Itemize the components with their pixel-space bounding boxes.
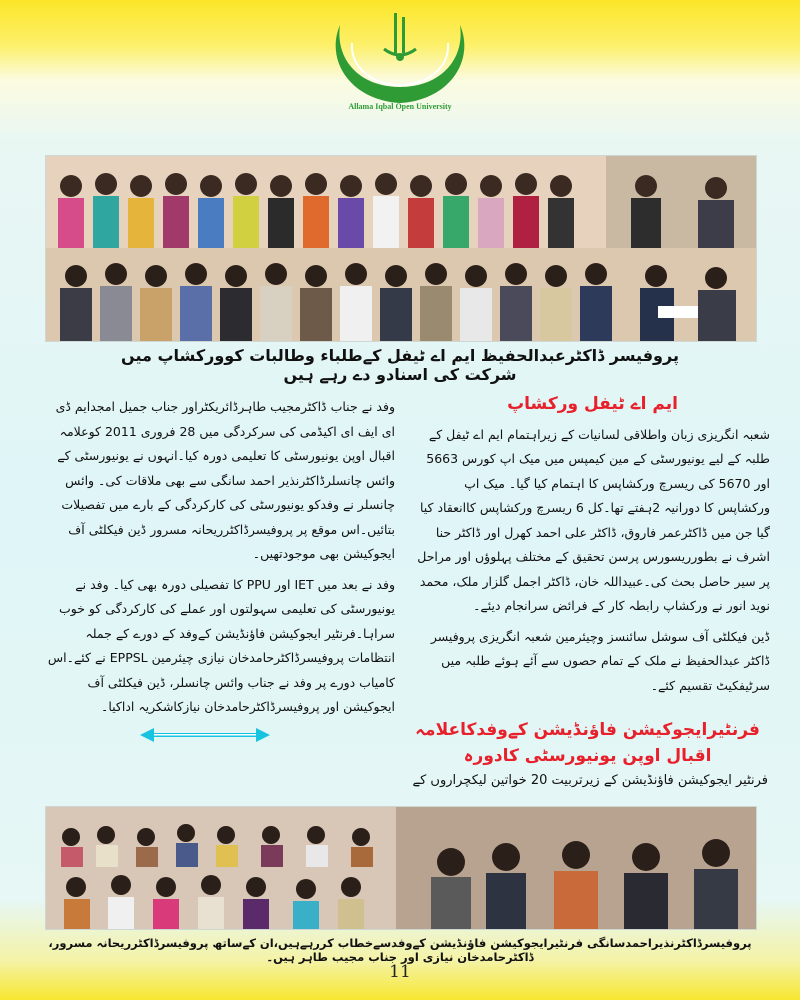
university-logo	[320, 5, 480, 115]
bottom-photo-caption: پروفیسرڈاکٹرنذیراحمدسانگی فرنٹیرایجوکیشن فاؤنڈیشن کےوفدسےخطاب کررہےہیں،ان کےساتھ پروفیسرڈاکٹرریحانہ مسرور، ڈاکٹرحامدخان نیازی اور جناب مجیب طاہر ہیں۔	[48, 936, 752, 964]
logo-text: Allama Iqbal Open University	[348, 102, 452, 111]
left-column	[45, 395, 395, 726]
page-number: 11	[389, 962, 411, 982]
right-column	[415, 392, 770, 704]
delegation-heading: فرنٹیرایجوکیشن فاؤنڈیشن کےوفدکاعلامہ اقبال اوپن یونیورسٹی کادورہ	[415, 720, 760, 766]
top-photo-collage	[45, 155, 757, 342]
workshop-paragraph-1: شعبہ انگریزی زبان واطلاقی لسانیات کے زیراہتمام ایم اے ٹیفل کے طلبہ کے لیے یونیورسٹی کے مین کیمپس میں میک اپ کورس 5663 اور 5670 کی ریسرچ ورکشاپس کا اہتمام کیا گیا۔ میک اپ ورکشاپس کا دورانیہ 2ہفتے تھا۔کل 6 ریسرچ ورکشاپس کاانعقاد کیا گیا جن میں ڈاکٹرعمر فاروق، ڈاکٹر علی احمد کھرل اور ڈاکٹر حنا اشرف نے بطورریسورس پرسن تحقیق کے مختلف پہلوؤں اور مراحل پر سیر حاصل بحث کی۔عبیداللہ خان، ڈاکٹر اجمل گلزار ملک، محمد نوید انور نے ورکشاپ رابطہ کار کے فرائض سرانجام دیئے۔	[417, 426, 770, 613]
visit-paragraph-2: وفد نے بعد میں IET اور PPU کا تفصیلی دورہ بھی کیا۔ وفد نے یونیورسٹی کی تعلیمی سہولتوں اور عملے کی کارکردگی کو خوب سراہا۔فرنٹیر ایجوکیشن فاؤنڈیشن کےوفد کے دورے کے جملہ انتظامات پروفیسرڈاکٹرحامدخان نیازی چیئرمین EPPSL نے کئے۔اس کامیاب دورے پر وفد نے جناب وائس چانسلر، ڈین فیکلٹی آف ایجوکیشن اور پروفیسرڈاکٹرحامدخان نیازکاشکریہ اداکیا۔	[47, 576, 395, 714]
top-photo-caption: پروفیسر ڈاکٹرعبدالحفیظ ایم اے ٹیفل کےطلباء وطالبات کوورکشاپ میں شرکت کی اسنادو دے رہے ہیں	[121, 346, 679, 384]
visit-paragraph-1: وفد نے جناب ڈاکٹرمجیب طاہرڈائریکٹراور جناب جمیل امجدایم ڈی ای ایف ای اکیڈمی کی سرکردگی میں 28 فروری 2011 کوعلامہ اقبال اوپن یونیورسٹی کا تعلیمی دورہ کیا۔انہوں نے یونیورسٹی کے وائس چانسلرڈاکٹرنذیر احمد سانگی سے بھی ملاقات کی۔ وائس چانسلر نے وفدکو یونیورسٹی کی کارکردگی کے بارے میں تفصیلات بتائیں۔اس موقع پر پروفیسرڈاکٹرریحانہ مسرور ڈین فیکلٹی آف ایجوکیشن بھی موجودتھیں۔	[55, 399, 395, 561]
delegation-intro-paragraph: فرنٹیر ایجوکیشن فاؤنڈیشن کے زیرتربیت 20 خواتین لیکچراروں کے	[412, 773, 768, 788]
workshop-heading: ایم اے ٹیفل ورکشاپ	[507, 394, 678, 414]
decorative-double-arrow-icon	[140, 727, 270, 743]
bottom-photo-collage	[45, 806, 757, 930]
workshop-paragraph-2: ڈین فیکلٹی آف سوشل سائنسز وچیئرمین شعبہ انگریزی پروفیسر ڈاکٹر عبدالحفیظ نے ملک کے تمام حصوں سے آئے ہوئے طلبہ میں سرٹیفکیٹ تقسیم کئے۔	[430, 628, 770, 693]
